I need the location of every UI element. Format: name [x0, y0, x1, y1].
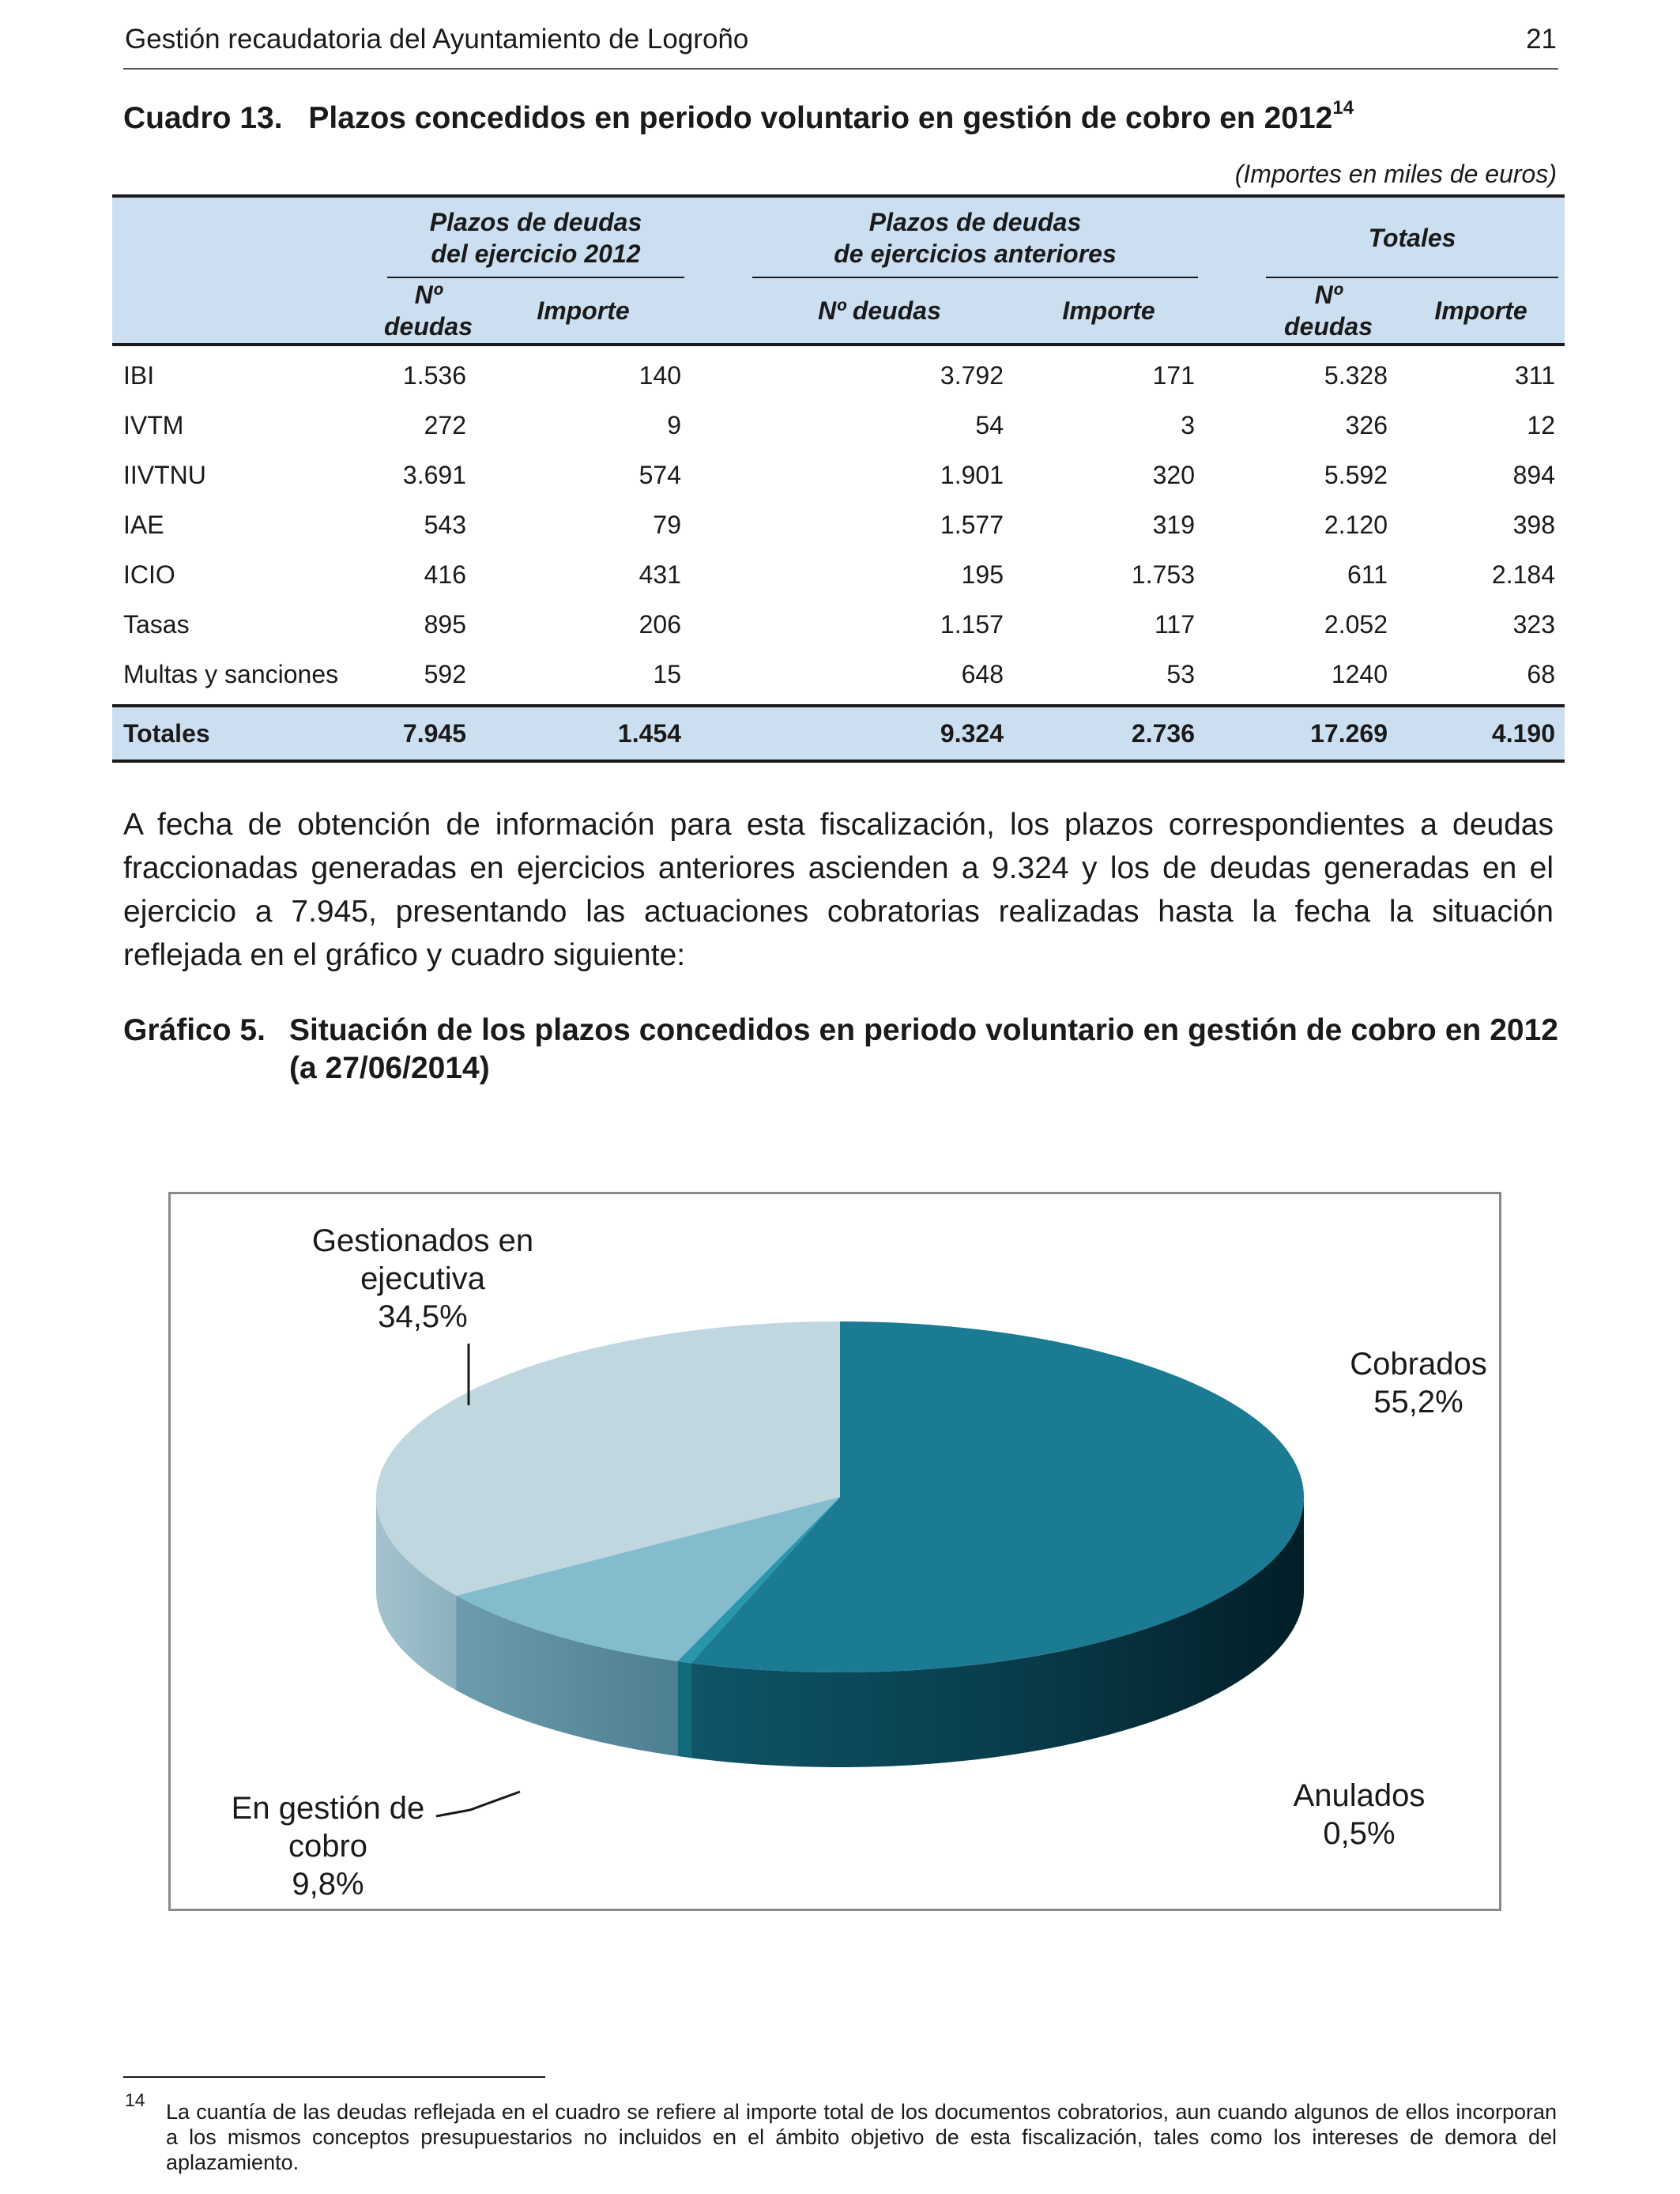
header-amount: Importe — [1397, 278, 1565, 345]
label-ejecutiva: Gestionados en ejecutiva 34,5% — [311, 1223, 534, 1334]
chart-caption-prefix: Gráfico 5. — [123, 1013, 266, 1047]
header-group-current-year: Plazos de deudas del ejercicio 2012 — [381, 196, 691, 278]
table-row: IVTM 272 9 54 3 326 12 — [123, 411, 1555, 439]
header-amount: Importe — [1013, 278, 1204, 345]
table-caption-text: Plazos concedidos en periodo voluntario en gestión de cobro en 2012 — [308, 101, 1333, 135]
label-anulados: Anulados 0,5% — [1293, 1778, 1426, 1851]
chart-caption-text: Situación de los plazos concedidos en periodo voluntario en gestión de cobro en 2012 (a 27/06/2014) — [289, 1013, 1558, 1085]
leader-line-en-gestion — [436, 1792, 520, 1816]
table-row: Multas y sanciones 592 15 648 53 1240 68 — [123, 660, 1555, 688]
table-row: ICIO 416 431 195 1.753 611 2.184 — [123, 560, 1555, 589]
footnote-number: 14 — [125, 2090, 145, 2110]
running-header-title: Gestión recaudatoria del Ayuntamiento de Logroño — [125, 24, 749, 55]
pie-tops — [376, 1321, 1304, 1672]
footnote-reference: 14 — [1332, 97, 1354, 119]
header-group-totals: Totales — [1260, 196, 1565, 278]
footnote-text: La cuantía de las deudas reflejada en el cuadro se refiere al importe total de los documentos cobratorios, aun cuando algunos de ellos incorporan a los mismos conceptos presupuestarios no incluidos en el ámbito objetivo de esta fiscalización, tales como los intereses de demora del aplazamiento. — [166, 2100, 1557, 2174]
table-caption-prefix: Cuadro 13. — [123, 101, 283, 135]
header-num-debts: Nº deudas — [1260, 278, 1397, 345]
label-en-gestion: En gestión de cobro 9,8% — [231, 1791, 425, 1902]
body-paragraph: A fecha de obtención de información para esta fiscalización, los plazos correspondientes a deudas fraccionadas generadas en ejercicios anteriores ascienden a 9.324 y los de deudas generadas en el ejercicio a 7.945, presentando las actuaciones cobratorias realizadas hasta la fecha la situación reflejada en el gráfico y cuadro siguiente: — [123, 808, 1554, 972]
header-num-debts: Nº deudas — [746, 278, 1013, 345]
footnote-rule — [123, 2076, 545, 2078]
table-row: IAE 543 79 1.577 319 2.120 398 — [123, 511, 1555, 539]
table-row: Tasas 895 206 1.157 117 2.052 323 — [123, 610, 1555, 639]
page-number: 21 — [1526, 24, 1557, 55]
table-total-row: Totales 7.945 1.454 9.324 2.736 17.269 4.190 — [112, 706, 1565, 761]
table-row: IBI 1.536 140 3.792 171 5.328 311 — [123, 361, 1555, 390]
pie-side-anulados — [677, 1661, 691, 1758]
header-group-previous-years: Plazos de deudas de ejercicios anteriores — [746, 196, 1204, 278]
header-amount: Importe — [476, 278, 691, 345]
table-row: IIVTNU 3.691 574 1.901 320 5.592 894 — [123, 461, 1555, 489]
label-cobrados: Cobrados 55,2% — [1350, 1347, 1487, 1419]
table-units-note: (Importes en miles de euros) — [1234, 160, 1557, 188]
header-num-debts: Nº deudas — [381, 278, 476, 345]
